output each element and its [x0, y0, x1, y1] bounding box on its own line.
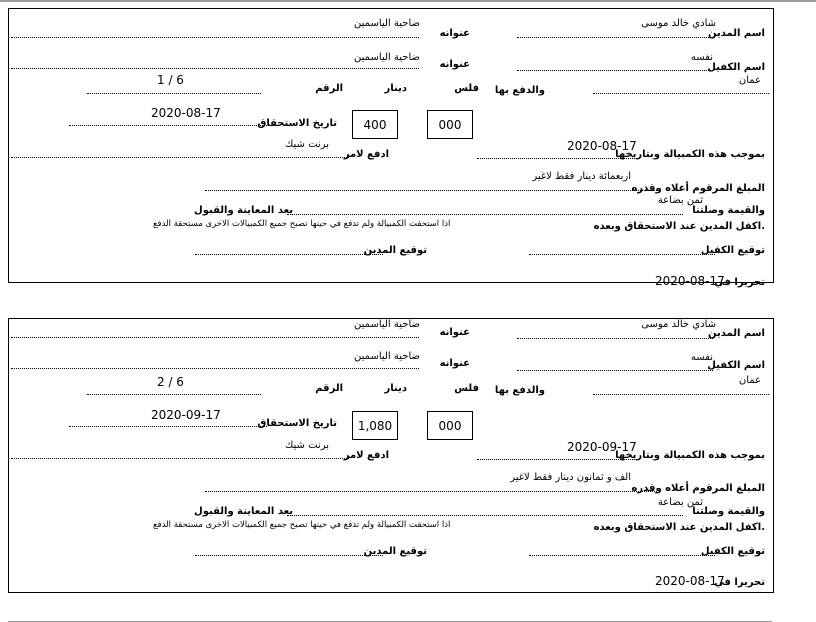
amount-in-words-value: الف و ثمانون دينار فقط لاغير [510, 472, 631, 483]
debtor-address-label: عنوانه [439, 28, 470, 39]
guarantee-clause-label: اكفل المدين عند الاستحقاق وبعده. [593, 522, 765, 533]
dinar-box: 400 [352, 110, 398, 139]
value-received-line [287, 515, 683, 516]
debtor-name-line [517, 338, 713, 339]
pay-to-order-value: برنت شيك [285, 139, 329, 150]
dinar-box: 1,080 [352, 411, 398, 440]
amount-in-words-label: المبلغ المرقوم أعلاه وقدره [631, 483, 765, 494]
guarantor-signature-label: توقيع الكفيل [700, 245, 765, 256]
pay-to-order-label: ادفع لامر [343, 149, 389, 160]
due-date-line [69, 125, 267, 126]
by-this-note-line [477, 459, 637, 460]
debtor-name-label: اسم المدين [707, 328, 765, 339]
value-received-line [287, 214, 683, 215]
guarantor-address-line [11, 368, 419, 369]
dinar-label: دينار [384, 83, 407, 94]
debtor-address-value: ضاحية الياسمين [354, 319, 420, 330]
by-this-note-date: 2020-08-17 [567, 139, 637, 153]
after-inspection-label: بعد المعاينة والقبول [194, 205, 293, 216]
debtor-name-line [517, 37, 713, 38]
pay-to-order-line [11, 157, 349, 158]
guarantor-address-value: ضاحية الياسمين [354, 351, 420, 362]
number-label: الرقم [315, 83, 343, 94]
payable-at-value: عمان [738, 375, 761, 386]
payable-at-label: والدفع بها [494, 85, 545, 96]
guarantor-signature-line [529, 555, 715, 556]
amount-in-words-line [205, 190, 657, 191]
guarantee-clause-label: اكفل المدين عند الاستحقاق وبعده. [593, 221, 765, 232]
debtor-address-value: ضاحية الياسمين [354, 18, 420, 29]
written-on-label: تحريرا في [714, 577, 765, 588]
guarantor-name-line [517, 370, 713, 371]
pay-to-order-value: برنت شيك [285, 440, 329, 451]
note-number-line [87, 394, 261, 395]
written-on-label: تحريرا في [714, 277, 765, 288]
fils-box: 000 [427, 110, 473, 139]
guarantor-name-label: اسم الكفيل [707, 360, 765, 371]
debtor-signature-label: توقيع المدين [363, 245, 427, 256]
debtor-name-value: شادي خالد موسى [641, 18, 716, 29]
value-received-value: ثمن بضاعة [657, 497, 703, 508]
due-date-line [69, 426, 267, 427]
fils-label: فلس [454, 83, 479, 94]
guarantor-address-label: عنوانه [439, 358, 470, 369]
guarantor-name-line [517, 70, 713, 71]
default-clause: اذا استحقت الكمبيالة ولم تدفع في حينها تصبح جميع الكمبيالات الاخرى مستحقة الدفع [153, 520, 451, 530]
due-date-label: تاريخ الاستحقاق [257, 418, 337, 429]
amount-in-words-line [205, 491, 657, 492]
pay-to-order-line [11, 458, 349, 459]
by-this-note-label: بموجب هذه الكمبيالة وبتاريخها [615, 450, 765, 461]
payable-at-line [593, 394, 769, 395]
guarantor-name-value: نفسه [690, 352, 713, 363]
debtor-signature-line [195, 254, 383, 255]
amount-in-words-label: المبلغ المرقوم أعلاه وقدره [631, 183, 765, 194]
by-this-note-date: 2020-09-17 [567, 440, 637, 454]
guarantor-name-label: اسم الكفيل [707, 62, 765, 73]
debtor-address-label: عنوانه [439, 327, 470, 338]
debtor-name-value: شادي خالد موسى [641, 319, 716, 330]
written-on-date: 2020-08-17 [655, 574, 725, 588]
note-number-value: 1 / 6 [157, 73, 184, 87]
debtor-address-line [11, 337, 419, 338]
fils-box: 000 [427, 411, 473, 440]
guarantor-address-line [11, 68, 419, 69]
by-this-note-label: بموجب هذه الكمبيالة وبتاريخها [615, 149, 765, 160]
due-date-value: 2020-08-17 [151, 106, 221, 120]
amount-in-words-value: اربعمائة دينار فقط لاغير [532, 171, 631, 182]
payable-at-line [593, 93, 769, 94]
value-received-label: والقيمة وصلتنا [692, 205, 765, 216]
fils-label: فلس [454, 383, 479, 394]
page-top-rule [0, 0, 816, 2]
guarantor-name-value: نفسه [690, 52, 713, 63]
debtor-name-label: اسم المدين [707, 28, 765, 39]
promissory-note-1 [8, 8, 774, 288]
guarantor-signature-line [529, 254, 715, 255]
note-number-value: 2 / 6 [157, 375, 184, 389]
guarantor-signature-label: توقيع الكفيل [700, 546, 765, 557]
due-date-value: 2020-09-17 [151, 408, 221, 422]
written-on-date: 2020-08-17 [655, 274, 725, 288]
value-received-value: ثمن بضاعة [657, 195, 703, 206]
payable-at-label: والدفع بها [494, 385, 545, 396]
default-clause: اذا استحقت الكمبيالة ولم تدفع في حينها تصبح جميع الكمبيالات الاخرى مستحقة الدفع [153, 219, 451, 229]
dinar-label: دينار [384, 383, 407, 394]
guarantor-address-value: ضاحية الياسمين [354, 52, 420, 63]
debtor-signature-line [195, 555, 383, 556]
pay-to-order-label: ادفع لامر [343, 450, 389, 461]
payable-at-value: عمان [738, 75, 761, 86]
by-this-note-line [477, 158, 637, 159]
due-date-label: تاريخ الاستحقاق [257, 118, 337, 129]
guarantor-address-label: عنوانه [439, 59, 470, 70]
after-inspection-label: بعد المعاينة والقبول [194, 506, 293, 517]
debtor-signature-label: توقيع المدين [363, 546, 427, 557]
debtor-address-line [11, 37, 419, 38]
value-received-label: والقيمة وصلتنا [692, 506, 765, 517]
promissory-note-2 [8, 318, 774, 593]
note-number-line [87, 93, 261, 94]
number-label: الرقم [315, 383, 343, 394]
